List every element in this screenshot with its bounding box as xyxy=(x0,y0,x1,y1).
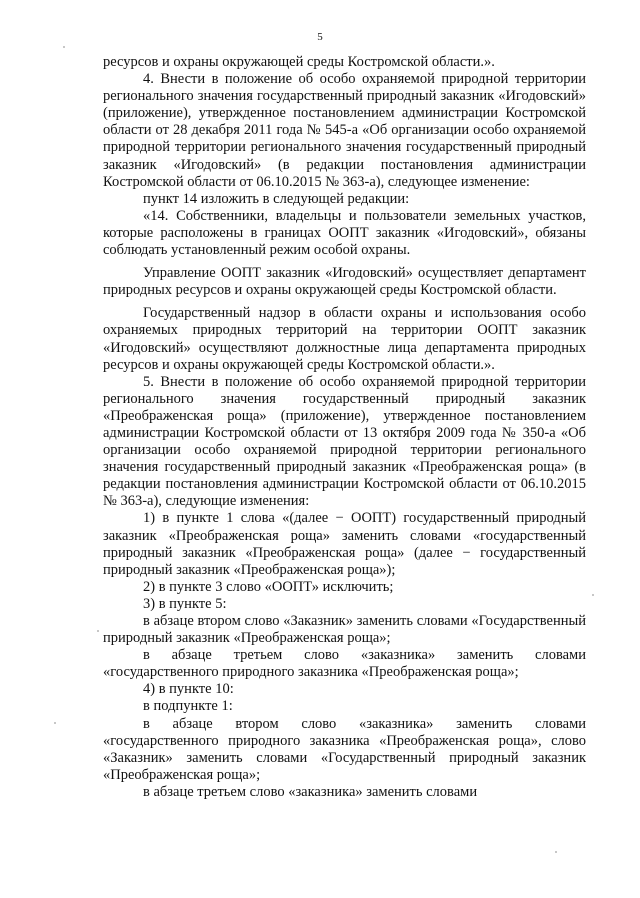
paragraph-item-5: 5. Внести в положение об особо охраняемой природной территории регионального значения государственный природный заказник «Преображенская роща» (приложение), утвержденное постановлением администрации Костромской области от 13 октября 2009 года № 350-а «Об организации особо охраняемой природной территории регионального значения государственный природный заказник «Преображенская роща» (в редакции постановления администрации Костромской области от 06.10.2015 № 363-а), следующие изменения: xyxy=(103,373,586,510)
paragraph-state-supervision: Государственный надзор в области охраны и использования особо охраняемых природных территорий на территории ООПТ заказник «Игодовский» осуществляют должностные лица департамента природных ресурсов и охраны окружающей среды Костромской области.». xyxy=(103,305,586,373)
paragraph-subitem-1: 1) в пункте 1 слова «(далее − ООПТ) государственный природный заказник «Преображенская роща» заменить словами «государственный природный заказник «Преображенская роща» (далее − государственный природный заказник «Преображенская роща»); xyxy=(103,510,586,578)
paragraph-point-14-intro: пункт 14 изложить в следующей редакции: xyxy=(143,190,410,207)
scan-speck xyxy=(555,851,557,853)
paragraph-point-14-text: «14. Собственники, владельцы и пользователи земельных участков, которые расположены в границах ООПТ заказник «Игодовский», обязаны соблюдать установленный режим особой охраны. xyxy=(103,207,586,259)
paragraph-subpoint-1: в подпункте 1: xyxy=(143,698,233,715)
paragraph-point-5-second: в абзаце втором слово «Заказник» заменить словами «Государственный природный заказник «Преображенская роща»; xyxy=(103,613,586,647)
paragraph-item-4: 4. Внести в положение об особо охраняемой природной территории регионального значения государственный природный заказник «Игодовский» (приложение), утвержденное постановлением администрации Костромской области от 28 декабря 2011 года № 545-а «Об организации особо охраняемой природной территории регионального значения государственный природный заказник «Игодовский» (в редакции постановления администрации Костромской области от 06.10.2015 № 363-а), следующее изменение: xyxy=(103,71,586,190)
scan-speck xyxy=(592,594,594,596)
scan-speck xyxy=(97,630,99,632)
paragraph-point-5-third: в абзаце третьем слово «заказника» заменить словами «государственного природного заказника «Преображенская роща»; xyxy=(103,647,586,681)
scan-speck xyxy=(63,46,65,48)
paragraph-subitem-2: 2) в пункте 3 слово «ООПТ» исключить; xyxy=(143,578,394,595)
paragraph-point-10-second: в абзаце втором слово «заказника» заменить словами «государственного природного заказника «Преображенская роща», слово «Заказник» заменить словами «Государственный природный заказник «Преображенская роща»; xyxy=(103,715,586,783)
scan-speck xyxy=(54,722,56,724)
page-number: 5 xyxy=(317,31,323,43)
paragraph-management: Управление ООПТ заказник «Игодовский» осуществляет департамент природных ресурсов и охраны окружающей среды Костромской области. xyxy=(103,265,586,299)
paragraph-subitem-3: 3) в пункте 5: xyxy=(143,595,227,612)
paragraph-subitem-4: 4) в пункте 10: xyxy=(143,681,234,698)
paragraph-continuation: ресурсов и охраны окружающей среды Костромской области.». xyxy=(103,54,495,70)
document-body xyxy=(103,54,586,801)
paragraph-point-10-third: в абзаце третьем слово «заказника» заменить словами xyxy=(143,783,478,800)
